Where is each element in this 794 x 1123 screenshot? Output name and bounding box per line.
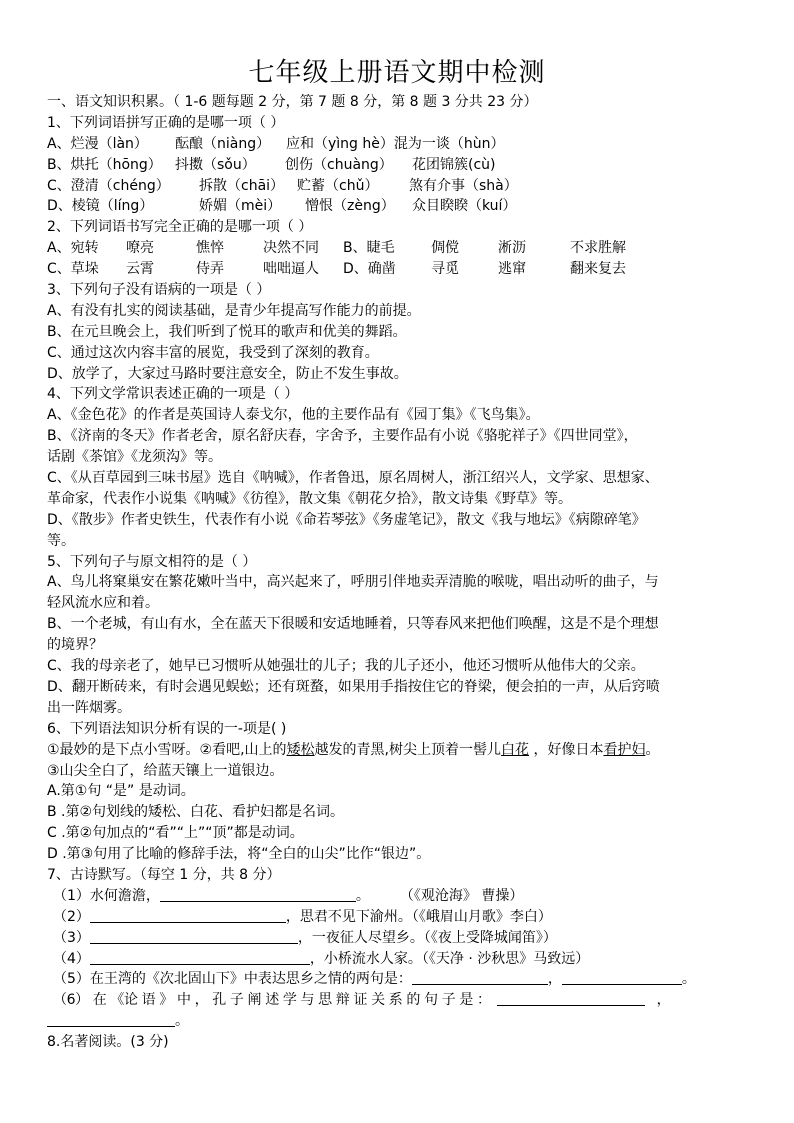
poem-text: ，	[547, 971, 562, 988]
exam-content	[47, 92, 759, 1053]
question-3-option-a: A、有没有扎实的阅读基础，是青少年提高写作能力的前提。	[47, 302, 421, 319]
passage-text: 。	[645, 741, 660, 758]
question-5-stem: 5、下列句子与原文相符的是（ ）	[47, 553, 257, 570]
option-word: 嘹亮	[126, 240, 154, 257]
answer-blank[interactable]	[497, 991, 645, 1006]
option-word: A、烂漫（làn）	[47, 135, 148, 152]
option-word: C、澄清（chéng）	[47, 177, 170, 194]
option-word: B、烘托（hōng）	[47, 156, 162, 173]
poem-text: （6） 在 《论 语 》 中 ， 孔 子 阐 述 学 与 思 辩 证 关 系 的 句 子 是 ：	[53, 992, 491, 1009]
question-2-stem: 2、下列词语书写完全正确的是哪一项（ ）	[47, 219, 313, 236]
question-3-option-d: D、放学了，大家过马路时要注意安全，防止不发生事故。	[47, 365, 408, 382]
underlined-word: 看护妇	[603, 741, 646, 758]
poem-line-4	[47, 949, 759, 970]
question-4-option-d: D、《散步》作者史铁生，代表作有小说《命若琴弦》《务虚笔记》，散文《我与地坛》《病隙碎笔》	[47, 511, 646, 528]
option-word: 逃窜	[498, 261, 526, 278]
answer-blank[interactable]	[412, 970, 548, 985]
answer-blank[interactable]	[90, 950, 310, 965]
question-4-option-b-cont: 话剧《茶馆》《龙须沟》等。	[47, 449, 222, 466]
page-title: 七年级上册语文期中检测	[248, 58, 546, 88]
option-word: 憎恨（zèng）	[305, 198, 395, 215]
option-word: 咄咄逼人	[263, 261, 319, 278]
poem-text: 。	[355, 887, 370, 904]
question-6-passage-line-2: ③山尖全白了，给蓝天镶上一道银边。	[47, 762, 284, 779]
question-3-option-b: B、在元旦晚会上，我们听到了悦耳的歌声和优美的舞蹈。	[47, 323, 407, 340]
poem-text: ，思君不见下渝州。（《峨眉山月歌》李白）	[285, 908, 552, 925]
option-word: 贮蓄（chǔ）	[297, 177, 379, 194]
poem-text: 。	[175, 1013, 189, 1030]
question-1-option-c	[47, 176, 759, 197]
poem-line-2	[47, 907, 759, 928]
question-4-option-b: B、《济南的冬天》作者老舍，原名舒庆春，字舍予，主要作品有小说《骆驼祥子》《四世同堂》，	[47, 428, 638, 445]
option-word: C、草垛	[47, 261, 99, 278]
question-2-row-2	[47, 259, 759, 280]
poem-text: （2）	[53, 908, 90, 925]
option-word: 创伤（chuàng）	[285, 156, 393, 173]
poem-text: （5）在王湾的《次北固山下》中表达思乡之情的两句是：	[53, 971, 412, 988]
question-1-stem: 1、下列词语拼写正确的是哪一项（ ）	[47, 114, 285, 131]
answer-blank[interactable]	[562, 970, 682, 985]
option-word: 倜傥	[431, 240, 459, 257]
poem-text: （4）	[53, 950, 90, 967]
question-5-option-b: B、一个老城，有山有水，全在蓝天下很暖和安适地睡着，只等春风来把他们唤醒，这是不是个理想	[47, 616, 659, 633]
option-word: 憔悴	[196, 240, 224, 257]
question-1-option-b	[47, 155, 759, 176]
answer-blank[interactable]	[90, 908, 286, 923]
answer-blank[interactable]	[47, 1012, 175, 1027]
question-3-option-c: C、通过这次内容丰富的展览，我受到了深刻的教育。	[47, 344, 379, 361]
answer-blank[interactable]	[160, 887, 356, 902]
passage-text: ，好像日本	[529, 741, 604, 758]
option-word: 煞有介事（shà）	[409, 177, 518, 194]
option-word: 花团锦簇(cù)	[412, 156, 496, 173]
question-5-option-c: C、我的母亲老了，她早已习惯听从她强壮的儿子；我的儿子还小，他还习惯听从他伟大的父亲。	[47, 658, 645, 675]
question-6-option-a: A.第①句 “是” 是动词。	[47, 783, 195, 800]
question-5-option-d-cont: 出一阵烟雾。	[47, 699, 131, 716]
question-5-option-b-cont: 的境界？	[47, 637, 103, 654]
question-8-stem: 8.名著阅读。(3 分)	[47, 1034, 169, 1051]
option-word: 应和（yìng hè）混为一谈（hùn）	[286, 135, 505, 152]
option-word: 翻来复去	[570, 261, 626, 278]
question-4-option-a: A、《金色花》的作者是英国诗人泰戈尔，他的主要作品有《园丁集》《飞鸟集》。	[47, 407, 540, 424]
poem-source: （《观沧海》 曹操）	[399, 887, 524, 904]
question-6-passage-line-1	[47, 740, 759, 761]
poem-text: 。	[681, 971, 696, 988]
option-word: B、睫毛	[343, 240, 395, 257]
question-7-stem: 7、古诗默写。（每空 1 分，共 8 分）	[47, 866, 281, 883]
question-3-stem: 3、下列句子没有语病的一项是（ ）	[47, 282, 271, 299]
option-word: 不求胜解	[570, 240, 626, 257]
poem-text: ，	[656, 992, 671, 1009]
option-word: 侍弄	[196, 261, 224, 278]
answer-blank[interactable]	[90, 929, 298, 944]
poem-line-6	[47, 990, 759, 1011]
option-word: 云霄	[126, 261, 154, 278]
question-6-stem: 6、下列语法知识分析有误的一-项是( )	[47, 720, 287, 737]
question-1-option-d	[47, 196, 759, 217]
question-4-option-c: C、《从百草园到三味书屋》选自《呐喊》，作者鲁迅，原名周树人，浙江绍兴人，文学家、思想家、	[47, 470, 659, 487]
question-6-option-b: B .第②句划线的矮松、白花、看护妇都是名词。	[47, 804, 345, 821]
question-4-option-c-cont: 革命家，代表作小说集《呐喊》《彷徨》，散文集《朝花夕拾》，散文诗集《野草》等。	[47, 490, 572, 507]
passage-text: 越发的青黑,树尖上顶着一髻儿	[314, 741, 502, 758]
poem-text: （1）水何澹澹，	[53, 887, 160, 904]
question-2-row-1	[47, 238, 759, 259]
poem-text: ，小桥流水人家。（《天净 · 沙秋思》马致远）	[309, 950, 590, 967]
option-word: A、宛转	[47, 240, 99, 257]
question-5-option-d: D、翻开断砖来，有时会遇见蜈蚣；还有斑蝥，如果用手指按住它的脊梁，便会拍的一声，从后窍喷	[47, 678, 660, 695]
underlined-word: 白花	[501, 741, 530, 758]
question-6-option-c: C .第②句加点的“看”“上”“顶”都是动词。	[47, 825, 304, 842]
option-word: 寻觅	[431, 261, 459, 278]
poem-text: （3）	[53, 929, 90, 946]
option-word: D、棱镜（líng）	[47, 198, 154, 215]
question-4-stem: 4、下列文学常识表述正确的一项是（ ）	[47, 386, 299, 403]
poem-line-3	[47, 928, 759, 949]
option-word: 拆散（chāi）	[199, 177, 285, 194]
underlined-word: 矮松	[286, 741, 315, 758]
passage-text: ①最妙的是下点小雪呀。②看吧,山上的	[47, 741, 287, 758]
option-word: D、确凿	[343, 261, 396, 278]
option-word: 淅沥	[498, 240, 526, 257]
option-word: 决然不同	[263, 240, 319, 257]
option-word: 抖擞（sǒu）	[175, 156, 256, 173]
section-header: 一、语文知识积累。（ 1-6 题每题 2 分，第 7 题 8 分，第 8 题 3 分共 23 分）	[47, 94, 538, 110]
question-5-option-a-cont: 轻风流水应和着。	[47, 595, 159, 612]
option-word: 众目睽睽（kuí）	[412, 198, 517, 215]
question-6-option-d: D .第③句用了比喻的修辞手法，将“全白的山尖”比作“银边”。	[47, 846, 431, 863]
poem-text: ，一夜征人尽望乡。（《夜上受降城闻笛》）	[297, 929, 557, 946]
option-word: 酝酿（niàng）	[175, 135, 271, 152]
question-1-option-a	[47, 134, 759, 155]
option-word: 娇媚（mèi）	[199, 198, 282, 215]
question-4-option-d-cont: 等。	[47, 532, 75, 549]
question-5-option-a: A、鸟儿将窠巢安在繁花嫩叶当中，高兴起来了，呼朋引伴地卖弄清脆的喉咙，唱出动听的曲子，与	[47, 574, 659, 591]
poem-line-1	[47, 886, 759, 907]
poem-line-6-cont	[47, 1011, 759, 1032]
poem-line-5	[47, 969, 759, 990]
